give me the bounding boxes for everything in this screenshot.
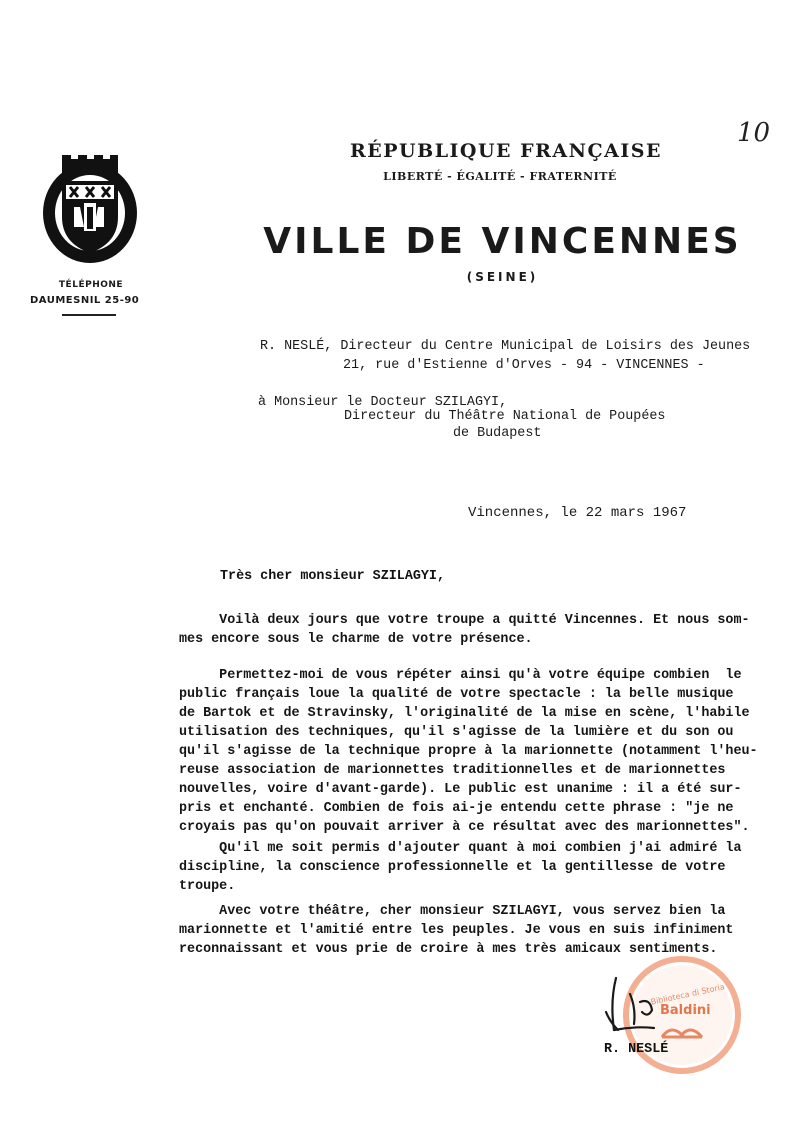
letter-date: Vincennes, le 22 mars 1967 xyxy=(468,505,687,521)
paragraph-line: utilisation des techniques, qu'il s'agisse de la lumière et du son ou xyxy=(179,725,734,740)
department-name: (SEINE) xyxy=(466,270,539,284)
paragraph-1 xyxy=(179,611,750,649)
paragraph-line: pris et enchanté. Combien de fois ai-je entendu cette phrase : "je ne xyxy=(179,801,734,816)
paragraph-line: discipline, la conscience professionnelle et la gentillesse de votre xyxy=(179,860,726,875)
national-motto: LIBERTÉ - ÉGALITÉ - FRATERNITÉ xyxy=(383,170,617,183)
recipient-line-2: Directeur du Théâtre National de Poupées xyxy=(344,409,666,424)
republic-heading: RÉPUBLIQUE FRANÇAISE xyxy=(350,140,662,162)
paragraph-line: reconnaissant et vous prie de croire à mes très amicaux sentiments. xyxy=(179,942,718,957)
city-crest-icon xyxy=(40,155,140,265)
divider xyxy=(62,314,116,316)
paragraph-4 xyxy=(179,902,733,959)
sender-line-2: 21, rue d'Estienne d'Orves - 94 - VINCENNES - xyxy=(343,358,705,373)
stamp-caption: Biblioteca di Storia xyxy=(649,982,726,1007)
handwritten-signature-icon xyxy=(600,972,680,1042)
paragraph-line: qu'il s'agisse de la technique propre à la marionnette (notamment l'heu- xyxy=(179,744,758,759)
city-name: VILLE DE VINCENNES xyxy=(263,221,742,262)
paragraph-line: reuse association de marionnettes traditionnelles et de marionnettes xyxy=(179,763,726,778)
paragraph-2 xyxy=(179,666,758,837)
paragraph-line: croyais pas qu'on pouvait arriver à ce résultat avec des marionnettes". xyxy=(179,820,750,835)
paragraph-line: troupe. xyxy=(179,879,236,894)
paragraph-line: public français loue la qualité de votre spectacle : la belle musique xyxy=(179,687,734,702)
telephone-label: TÉLÉPHONE xyxy=(58,280,124,290)
paragraph-line: nouvelles, voire d'avant-garde). Le public est unanime : il a été sur- xyxy=(179,782,742,797)
stamp-name: Baldini xyxy=(660,1003,711,1018)
sender-line-1: R. NESLÉ, Directeur du Centre Municipal de Loisirs des Jeunes xyxy=(260,339,751,354)
paragraph-line: de Bartok et de Stravinsky, l'originalité de la mise en scène, l'habile xyxy=(179,706,750,721)
paragraph-line: mes encore sous le charme de votre présence. xyxy=(179,632,533,647)
paragraph-line: Voilà deux jours que votre troupe a quitté Vincennes. Et nous som- xyxy=(179,613,750,628)
paragraph-line: Avec votre théâtre, cher monsieur SZILAGYI, vous servez bien la xyxy=(179,904,726,919)
paragraph-line: Qu'il me soit permis d'ajouter quant à moi combien j'ai admiré la xyxy=(179,841,742,856)
recipient-line-1: à Monsieur le Docteur SZILAGYI, xyxy=(258,395,508,410)
recipient-line-3: de Budapest xyxy=(453,426,542,441)
paragraph-line: Permettez-moi de vous répéter ainsi qu'à votre équipe combien le xyxy=(179,668,742,683)
telephone-number: DAUMESNIL 25-90 xyxy=(30,295,140,306)
paragraph-3 xyxy=(179,839,742,896)
paragraph-line: marionnette et l'amitié entre les peuples. Je vous en suis infiniment xyxy=(179,923,734,938)
page-number: 10 xyxy=(737,118,771,148)
salutation: Très cher monsieur SZILAGYI, xyxy=(220,569,445,584)
signer-name: R. NESLÉ xyxy=(604,1042,669,1057)
